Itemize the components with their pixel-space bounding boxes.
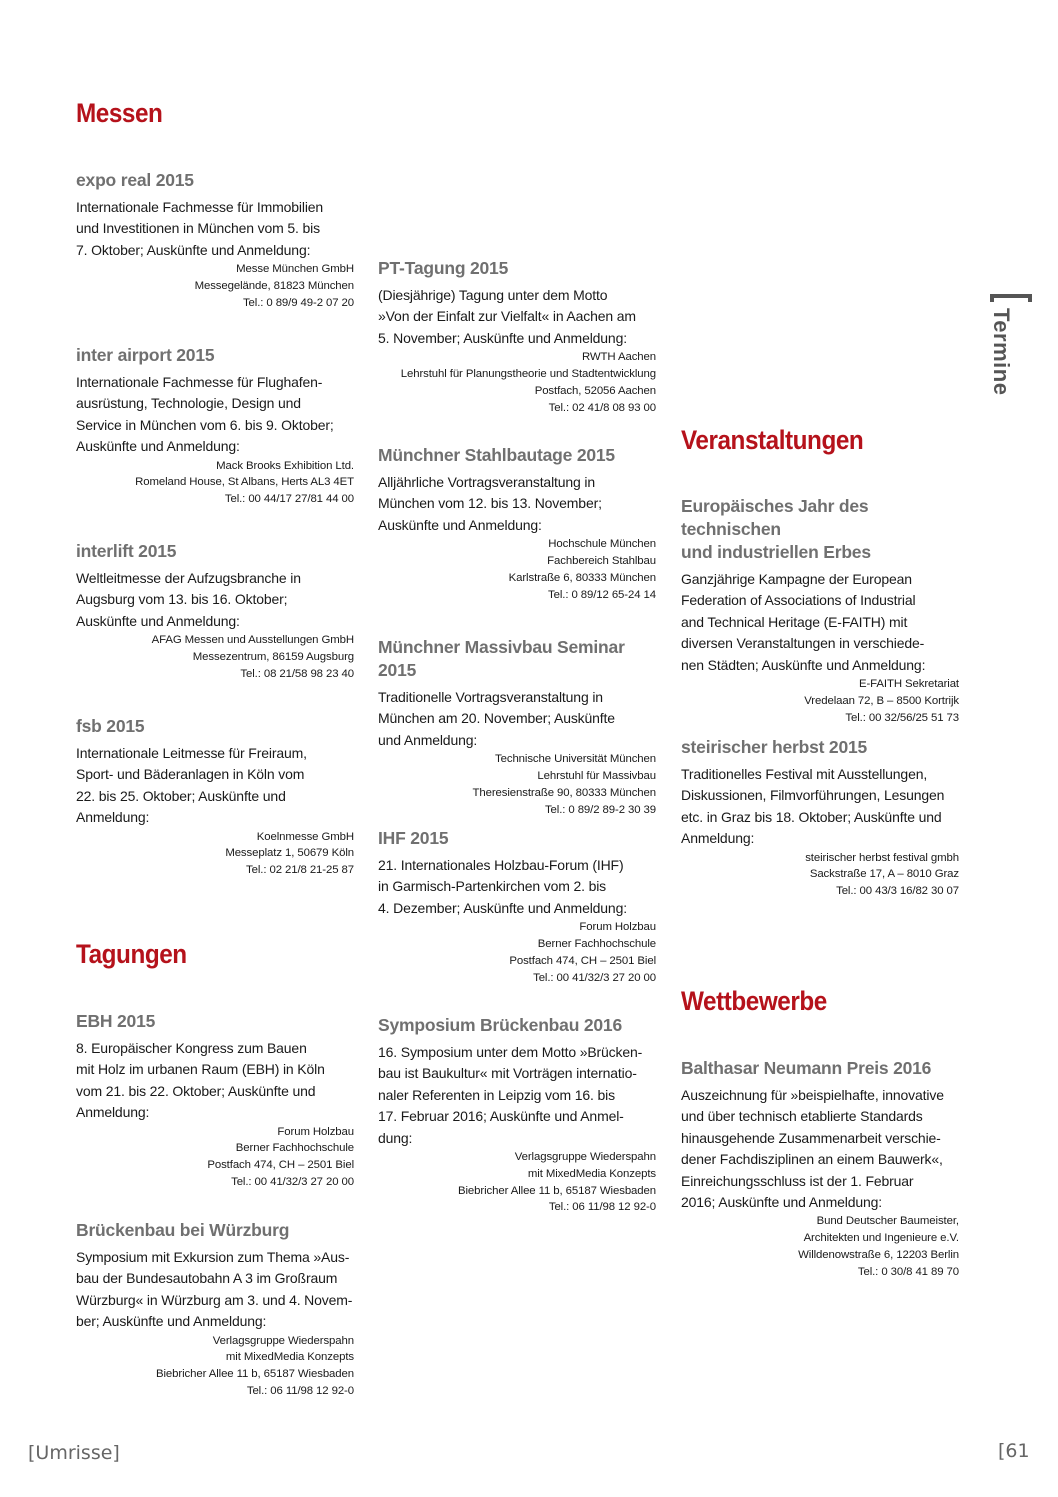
section-heading-tagungen: Tagungen — [76, 939, 187, 969]
event-entry-brueckenbau-wuerzburg — [76, 1219, 354, 1400]
event-contact: Technische Universität München Lehrstuhl für Massivbau Theresienstraße 90, 80333 München Tel.: 0 89/2 89-2 30 39 — [472, 753, 656, 816]
event-title: PT-Tagung 2015 — [378, 258, 509, 278]
event-title: Münchner Stahlbautage 2015 — [378, 445, 615, 465]
event-entry-expo-real — [76, 169, 354, 312]
event-entry-ihf — [378, 827, 656, 986]
event-title: fsb 2015 — [76, 716, 145, 736]
event-title: inter airport 2015 — [76, 345, 215, 365]
event-entry-europaeisches-jahr — [681, 495, 959, 726]
event-contact: Forum Holzbau Berner Fachhochschule Postfach 474, CH – 2501 Biel Tel.: 00 41/32/3 27 20 00 — [509, 921, 656, 984]
event-contact: RWTH Aachen Lehrstuhl für Planungstheorie und Stadtentwicklung Postfach, 52056 Aachen Tel.: 02 41/8 08 93 00 — [400, 351, 656, 414]
event-contact: Mack Brooks Exhibition Ltd. Romeland House, St Albans, Herts AL3 4ET Tel.: 00 44/17 27/81 44 00 — [135, 459, 354, 506]
event-title: Brückenbau bei Würzburg — [76, 1220, 290, 1240]
event-description: Ganzjährige Kampagne der European Federation of Associations of Industrial and Technical Heritage (E-FAITH) mit diversen Veranstaltungen in verschiede- nen Städten; Auskünfte und Anmeldung: — [681, 571, 926, 673]
event-description: Internationale Fachmesse für Flughafen- ausrüstung, Technologie, Design und Service in München vom 6. bis 9. Oktober; Auskünfte und Anmeldung: — [76, 374, 334, 455]
side-bracket — [990, 294, 1032, 302]
side-label — [990, 294, 1034, 404]
event-title: interlift 2015 — [76, 541, 177, 561]
event-entry-pt-tagung — [378, 257, 656, 416]
event-entry-inter-airport — [76, 344, 354, 508]
event-description: Symposium mit Exkursion zum Thema »Aus- bau der Bundesautobahn A 3 im Großraum Würzburg« in Würzburg am 3. und 4. Novem- ber; Auskünfte und Anmeldung: — [76, 1249, 353, 1330]
event-contact: Verlagsgruppe Wiederspahn mit MixedMedia Konzepts Biebricher Allee 11 b, 65187 Wiesbaden Tel.: 06 11/98 12 92-0 — [156, 1334, 354, 1398]
event-description: (Diesjährige) Tagung unter dem Motto »Von der Einfalt zur Vielfalt« in Aachen am 5. November; Auskünfte und Anmeldung: — [378, 287, 636, 346]
event-entry-steirischer-herbst — [681, 736, 959, 900]
event-contact: AFAG Messen und Ausstellungen GmbH Messezentrum, 86159 Augsburg Tel.: 08 21/58 98 23 40 — [151, 634, 354, 680]
event-title: steirischer herbst 2015 — [681, 737, 868, 757]
event-entry-balthasar-neumann — [681, 1057, 959, 1281]
section-heading-wettbewerbe: Wettbewerbe — [681, 986, 827, 1016]
side-label-text: Termine — [989, 308, 1014, 396]
event-description: Auszeichnung für »beispielhafte, innovative und über technisch etablierte Standards hinausgehende Zusammenarbeit verschie- dener Fachdisziplinen an einem Bauwerk«, Einreichungsschluss ist der 1. Februar 2016; Auskünfte und Anmeldung: — [681, 1087, 944, 1211]
event-description: 16. Symposium unter dem Motto »Brücken- bau ist Baukultur« mit Vorträgen internatio- naler Referenten in Leipzig vom 16. bis 17. Februar 2016; Auskünfte und Anmel- dung: — [378, 1044, 643, 1146]
event-title: EBH 2015 — [76, 1011, 156, 1031]
event-title: IHF 2015 — [378, 828, 449, 848]
event-contact: E-FAITH Sekretariat Vredelaan 72, B – 8500 Kortrijk Tel.: 00 32/56/25 51 73 — [804, 678, 959, 724]
event-entry-stahlbautage — [378, 444, 656, 603]
event-contact: Verlagsgruppe Wiederspahn mit MixedMedia Konzepts Biebricher Allee 11 b, 65187 Wiesbaden Tel.: 06 11/98 12 92-0 — [458, 1151, 656, 1214]
event-description: Internationale Fachmesse für Immobilien und Investitionen in München vom 5. bis 7. Oktober; Auskünfte und Anmeldung: — [76, 199, 324, 258]
event-contact: Messe München GmbH Messegelände, 81823 München Tel.: 0 89/9 49-2 07 20 — [194, 263, 354, 309]
section-heading-veranstaltungen: Veranstaltungen — [681, 425, 864, 455]
event-description: Traditionelle Vortragsveranstaltung in München am 20. November; Auskünfte und Anmeldung: — [378, 689, 615, 748]
event-title: Symposium Brückenbau 2016 — [378, 1015, 622, 1035]
event-contact: Koelnmesse GmbH Messeplatz 1, 50679 Köln Tel.: 02 21/8 21-25 87 — [225, 830, 354, 877]
event-contact: Hochschule München Fachbereich Stahlbau Karlstraße 6, 80333 München Tel.: 0 89/12 65-24 14 — [508, 538, 656, 601]
event-description: Alljährliche Vortragsveranstaltung in München vom 12. bis 13. November; Auskünfte und Anmeldung: — [378, 474, 602, 533]
event-entry-interlift — [76, 540, 354, 683]
event-entry-fsb — [76, 715, 354, 879]
event-contact: steirischer herbst festival gmbh Sackstraße 17, A – 8010 Graz Tel.: 00 43/3 16/82 30 07 — [805, 851, 959, 898]
event-contact: Forum Holzbau Berner Fachhochschule Postfach 474, CH – 2501 Biel Tel.: 00 41/32/3 27 20 00 — [207, 1125, 354, 1189]
event-entry-massivbau-seminar — [378, 636, 656, 818]
event-description: Internationale Leitmesse für Freiraum, Sport- und Bäderanlagen in Köln vom 22. bis 25. Oktober; Auskünfte und Anmeldung: — [76, 745, 307, 826]
event-title: Europäisches Jahr des technischen und industriellen Erbes — [681, 496, 871, 562]
event-description: Traditionelles Festival mit Ausstellungen, Diskussionen, Filmvorführungen, Lesungen etc. in Graz bis 18. Oktober; Auskünfte und Anmeldung: — [681, 766, 945, 847]
event-contact: Bund Deutscher Baumeister, Architekten und Ingenieure e.V. Willdenowstraße 6, 12203 Berlin Tel.: 0 30/8 41 89 70 — [798, 1215, 959, 1278]
event-entry-ebh — [76, 1010, 354, 1191]
event-title: Balthasar Neumann Preis 2016 — [681, 1058, 932, 1078]
event-entry-symposium-brueckenbau — [378, 1014, 656, 1216]
event-description: 21. Internationales Holzbau-Forum (IHF) in Garmisch-Partenkirchen vom 2. bis 4. Dezember; Auskünfte und Anmeldung: — [378, 857, 627, 916]
section-heading-messen: Messen — [76, 98, 163, 128]
footer-publication: [Umrisse] — [28, 1442, 120, 1464]
event-description: 8. Europäischer Kongress zum Bauen mit Holz im urbanen Raum (EBH) in Köln vom 21. bis 22. Oktober; Auskünfte und Anmeldung: — [76, 1040, 325, 1121]
event-title: expo real 2015 — [76, 170, 194, 190]
event-description: Weltleitmesse der Aufzugsbranche in Augsburg vom 13. bis 16. Oktober; Auskünfte und Anmeldung: — [76, 570, 301, 629]
footer-page-number: [61 — [998, 1440, 1030, 1462]
event-title: Münchner Massivbau Seminar 2015 — [378, 637, 625, 680]
